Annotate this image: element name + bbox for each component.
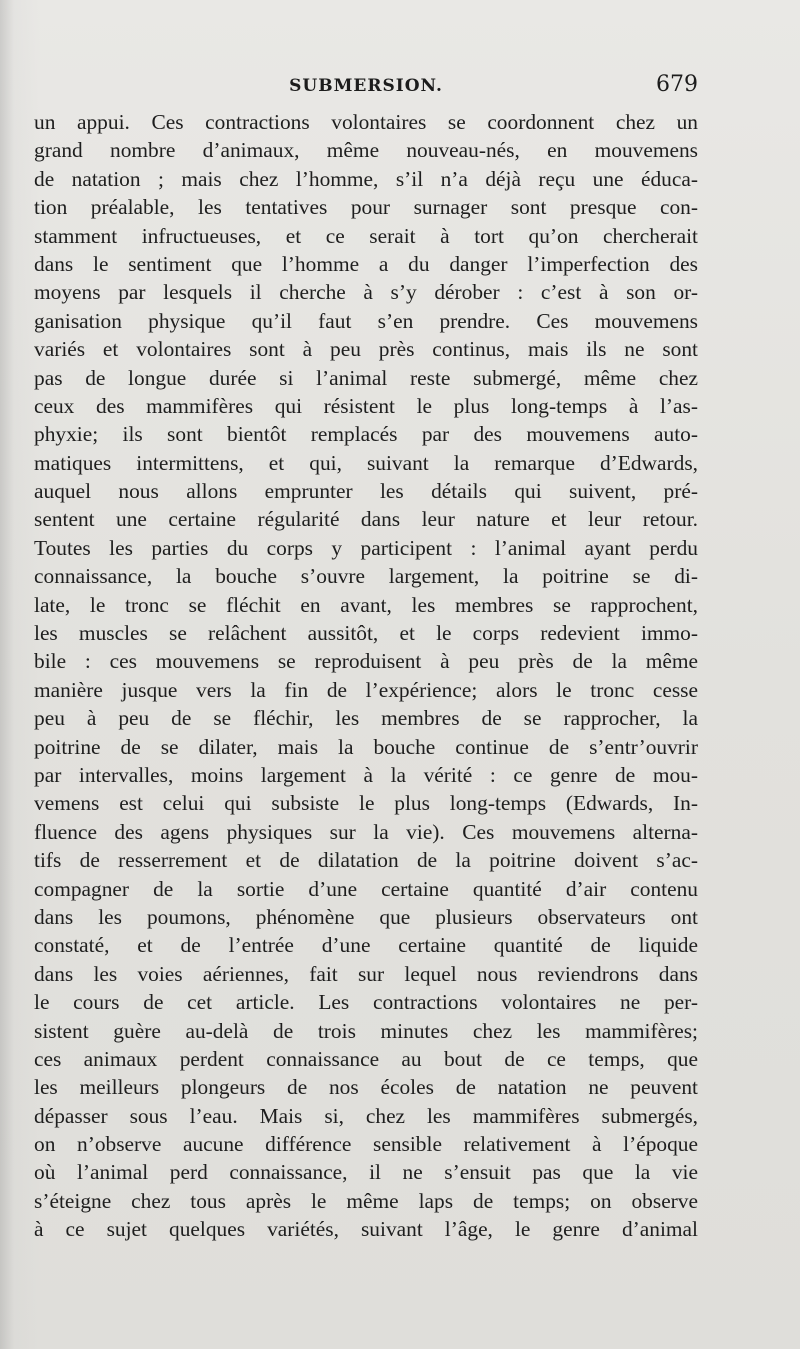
text-line: phyxie; ils sont bientôt remplacés par des mouvemens auto- bbox=[34, 422, 698, 447]
text-line: tion préalable, les tentatives pour surnager sont presque con- bbox=[34, 195, 698, 220]
page-number: 679 bbox=[656, 72, 698, 97]
text-line: connaissance, la bouche s’ouvre largement, la poitrine se di- bbox=[34, 564, 698, 589]
text-line: dépasser sous l’eau. Mais si, chez les mammifères submergés, bbox=[34, 1103, 698, 1128]
text-line: un appui. Ces contractions volontaires se coordonnent chez un bbox=[34, 110, 698, 134]
text-line: sistent guère au-delà de trois minutes chez les mammifères; bbox=[34, 1018, 698, 1043]
text-line: à ce sujet quelques variétés, suivant l’âge, le genre d’animal bbox=[34, 1217, 698, 1242]
text-line: vemens est celui qui subsiste le plus long-temps (Edwards, In- bbox=[34, 791, 698, 816]
text-line: dans les voies aériennes, fait sur lequel nous reviendrons dans bbox=[34, 961, 698, 986]
text-line: late, le tronc se fléchit en avant, les membres se rapprochent, bbox=[34, 592, 698, 617]
page-header bbox=[34, 72, 698, 104]
text-line: variés et volontaires sont à peu près continus, mais ils ne sont bbox=[34, 337, 698, 362]
text-line: pas de longue durée si l’animal reste submergé, même chez bbox=[34, 365, 698, 390]
text-line: ganisation physique qu’il faut s’en prendre. Ces mouvemens bbox=[34, 308, 698, 333]
text-line: fluence des agens physiques sur la vie). Ces mouvemens alterna- bbox=[34, 819, 698, 844]
text-line: bile : ces mouvemens se reproduisent à peu près de la même bbox=[34, 649, 698, 674]
running-head: SUBMERSION. bbox=[289, 76, 443, 96]
text-line: moyens par lesquels il cherche à s’y dérober : c’est à son or- bbox=[34, 280, 698, 305]
text-line: les meilleurs plongeurs de nos écoles de natation ne peuvent bbox=[34, 1075, 698, 1100]
text-line: manière jusque vers la fin de l’expérience; alors le tronc cesse bbox=[34, 677, 698, 702]
text-line: sentent une certaine régularité dans leur nature et leur retour. bbox=[34, 507, 698, 532]
text-line: les muscles se relâchent aussitôt, et le corps redevient immo- bbox=[34, 621, 698, 646]
text-line: s’éteigne chez tous après le même laps de temps; on observe bbox=[34, 1188, 698, 1213]
text-line: grand nombre d’animaux, même nouveau-nés, en mouvemens bbox=[34, 138, 698, 163]
body-text bbox=[34, 108, 698, 1244]
text-line: stamment infructueuses, et ce serait à tort qu’on chercherait bbox=[34, 223, 698, 248]
text-line: où l’animal perd connaissance, il ne s’ensuit pas que la vie bbox=[34, 1160, 698, 1185]
text-line: poitrine de se dilater, mais la bouche continue de s’entr’ouvrir bbox=[34, 734, 698, 759]
text-line: compagner de la sortie d’une certaine quantité d’air contenu bbox=[34, 876, 698, 901]
text-line: ceux des mammifères qui résistent le plus long-temps à l’as- bbox=[34, 393, 698, 418]
text-line: de natation ; mais chez l’homme, s’il n’a déjà reçu une éduca- bbox=[34, 166, 698, 191]
text-line: auquel nous allons emprunter les détails qui suivent, pré- bbox=[34, 479, 698, 504]
text-line: constaté, et de l’entrée d’une certaine quantité de liquide bbox=[34, 933, 698, 958]
text-line: on n’observe aucune différence sensible relativement à l’époque bbox=[34, 1132, 698, 1157]
text-line: peu à peu de se fléchir, les membres de se rapprocher, la bbox=[34, 706, 698, 731]
text-line: dans les poumons, phénomène que plusieurs observateurs ont bbox=[34, 904, 698, 929]
text-line: dans le sentiment que l’homme a du danger l’imperfection des bbox=[34, 251, 698, 276]
text-line: tifs de resserrement et de dilatation de la poitrine doivent s’ac- bbox=[34, 848, 698, 873]
text-line: par intervalles, moins largement à la vérité : ce genre de mou- bbox=[34, 762, 698, 787]
text-line: Toutes les parties du corps y participent : l’animal ayant perdu bbox=[34, 535, 698, 560]
text-line: matiques intermittens, et qui, suivant la remarque d’Edwards, bbox=[34, 450, 698, 475]
text-line: ces animaux perdent connaissance au bout de ce temps, que bbox=[34, 1046, 698, 1071]
text-line: le cours de cet article. Les contractions volontaires ne per- bbox=[34, 990, 698, 1015]
